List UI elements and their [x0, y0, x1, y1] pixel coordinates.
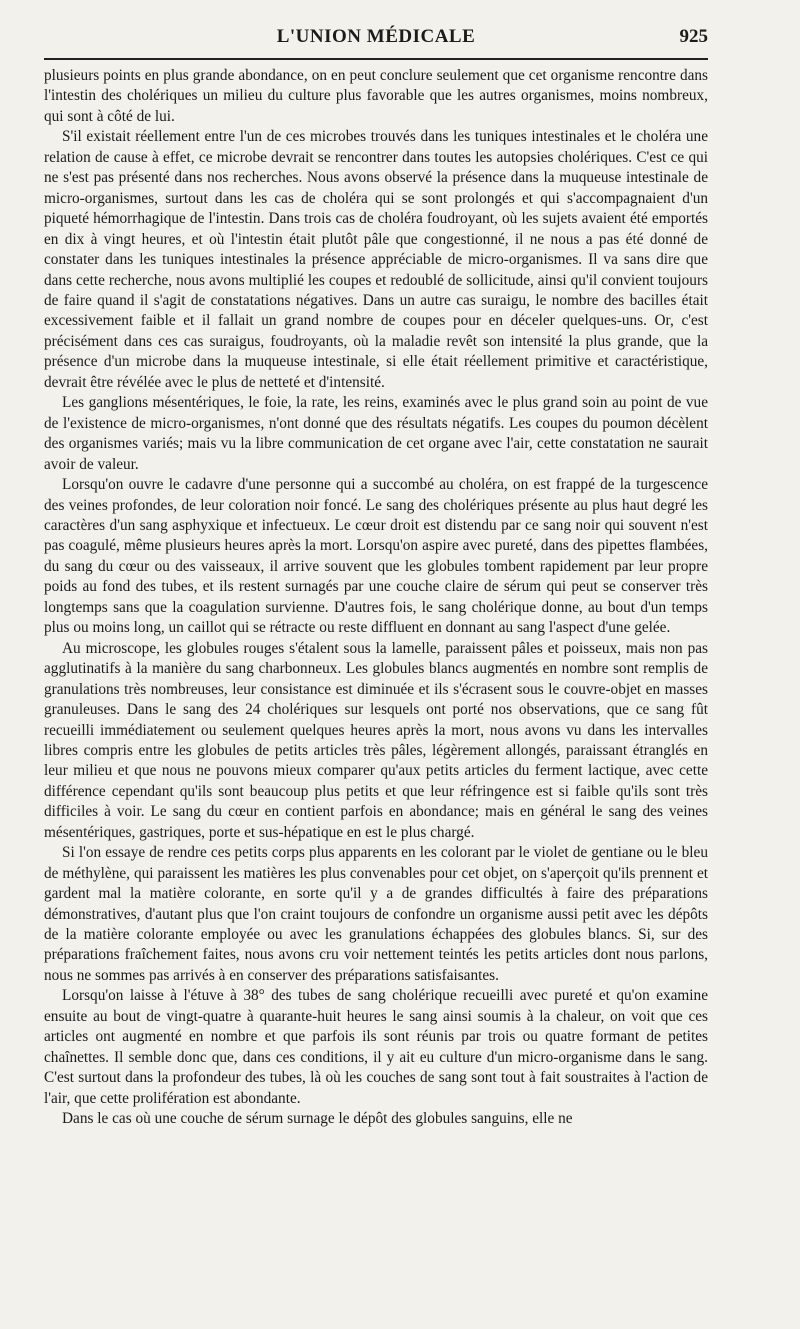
paragraph: Lorsqu'on laisse à l'étuve à 38° des tubes de sang cholérique recueilli avec pureté et qu'on examine ensuite au bout de vingt-quatre à quarante-huit heures le sang ainsi soumis à la chaleur, on voit que ces articles ont augmenté en nombre et que parfois ils sont réunis par trois ou quatre formant de petites chaînettes. Il semble donc que, dans ces conditions, il y ait eu culture d'un micro-organisme dans le sang. C'est surtout dans la profondeur des tubes, là où les couches de sang sont tout à fait soustraites à l'action de l'air, que cette prolifération est abondante. [44, 987, 708, 1107]
paragraph: Lorsqu'on ouvre le cadavre d'une personne qui a succombé au choléra, on est frappé de la turgescence des veines profondes, de leur coloration noir foncé. Le sang des cholériques présente au plus haut degré les caractères d'un sang asphyxique et infectueux. Le cœur droit est distendu par ce sang noir qui souvent n'est pas coagulé, même plusieurs heures après la mort. Lorsqu'on aspire avec pureté, dans des pipettes flambées, du sang du cœur ou des vaisseaux, il arrive souvent que les globules tombent rapidement par leur propre poids au fond des tubes, et ils restent surnagés par une couche claire de sérum qui peut se conserver très longtemps sans que la coagulation survienne. D'autres fois, le sang cholérique donne, au bout d'un temps plus ou moins long, un caillot qui se rétracte ou reste diffluent en donnant au sang l'aspect d'une gelée. [44, 476, 708, 637]
paragraph: Si l'on essaye de rendre ces petits corps plus apparents en les colorant par le violet de gentiane ou le bleu de méthylène, qui paraissent les matières les plus convenables pour cet objet, on s'aperçoit qu'ils prennent et gardent mal la matière colorante, en sorte qu'il y a de grandes difficultés à faire des préparations démonstratives, d'autant plus que l'on craint toujours de confondre un organisme aussi petit avec les dépôts de la matière colorante employée ou avec les granulations échappées des globules blancs. Si, sur des préparations fraîchement faites, nous avons cru voir nettement teintés les petits articles dont nous parlons, nous ne sommes pas arrivés à en conserver des préparations satisfaisantes. [44, 844, 708, 984]
page-number: 925 [679, 26, 708, 47]
paragraph: Les ganglions mésentériques, le foie, la rate, les reins, examinés avec le plus grand soin au point de vue de l'existence de micro-organismes, n'ont donné que des résultats négatifs. Les coupes du poumon décèlent des organismes variés; mais vu la libre communication de cet organe avec l'air, cette constatation ne saurait avoir de valeur. [44, 394, 708, 473]
paragraph: S'il existait réellement entre l'un de ces microbes trouvés dans les tuniques intestinales et le choléra une relation de cause à effet, ce microbe devrait se rencontrer dans toutes les autopsies cholériques. C'est ce qui ne s'est pas présenté dans nos recherches. Nous avons observé la présence dans la muqueuse intestinale de micro-organismes, surtout dans les cas de choléra qui se sont prolongés et qui s'accompagnaient d'un piqueté hémorrhagique de l'intestin. Dans trois cas de choléra foudroyant, où les sujets avaient été emportés en dix à vingt heures, et où l'intestin était plutôt pâle que congestionné, il ne nous a pas été donné de constater dans les tuniques intestinales la présence appréciable de micro-organismes. Il va sans dire que dans cette recherche, nous avons multiplié les coupes et redoublé de sollicitude, ainsi qu'il convient toujours de faire quand il s'agit de constatations négatives. Dans un autre cas suraigu, le nombre des bacilles était excessivement faible et il fallait un grand nombre de coupes pour en déceler quelques-uns. Or, c'est précisément dans ces cas suraigus, foudroyants, où la maladie revêt son intensité la plus grande, que la présence d'un microbe dans la muqueuse intestinale, si elle était réellement primitive et caractéristique, devrait être révélée avec le plus de netteté et d'intensité. [44, 128, 708, 391]
paragraph: plusieurs points en plus grande abondance, on en peut conclure seulement que cet organisme rencontre dans l'intestin des cholériques un milieu du culture plus favorable que les autres organismes, moins nombreux, qui sont à côté de lui. [44, 67, 708, 125]
paragraph: Dans le cas où une couche de sérum surnage le dépôt des globules sanguins, elle ne [62, 1110, 573, 1128]
running-header [44, 18, 708, 60]
paragraph: Au microscope, les globules rouges s'étalent sous la lamelle, paraissent pâles et poisseux, mais non pas agglutinatifs à la manière du sang charbonneux. Les globules blancs augmentés en nombre sont remplis de granulations très nombreuses, leur consistance est diminuée et ils s'écrasent sous le couvre-objet en masses granuleuses. Dans le sang des 24 cholériques sur lesquels ont porté nos observations, que ce sang fût recueilli immédiatement ou seulement quelques heures après la mort, nous avons vu dans les intervalles libres compris entre les globules de petits articles très pâles, légèrement allongés, paraissant étranglés en leur milieu et que nous ne pouvons mieux comparer qu'aux petits articles du ferment lactique, avec cette différence cependant qu'ils sont beaucoup plus petits et que leur réfringence est si faible qu'ils sont très difficiles à voir. Le sang du cœur en contient parfois en abondance; mais en général le sang des veines mésentériques, gastriques, porte et sus-hépatique en est le plus chargé. [44, 639, 708, 841]
body-text [44, 66, 708, 1130]
journal-title: L'UNION MÉDICALE [276, 26, 476, 47]
